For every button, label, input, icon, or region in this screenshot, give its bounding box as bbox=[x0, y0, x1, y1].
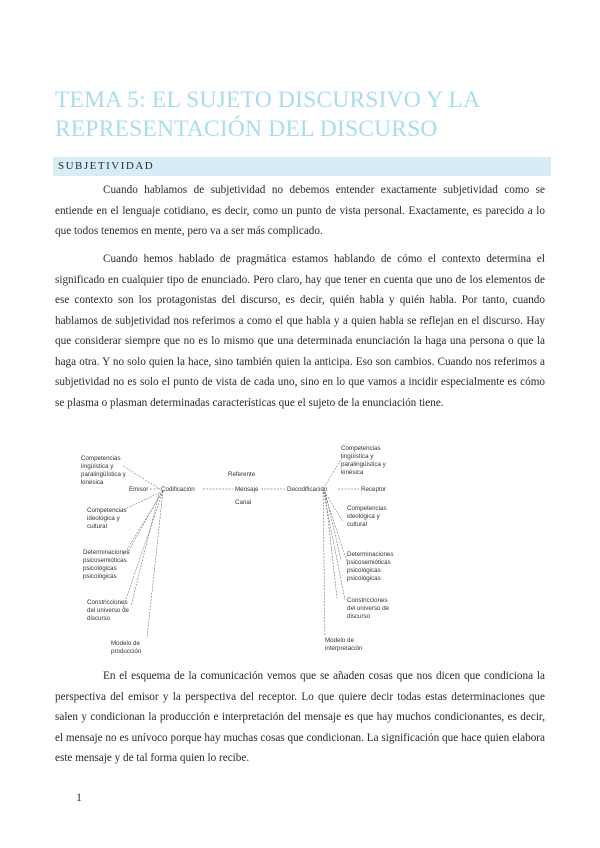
title-line-1: TEMA 5: EL SUJETO DISCURSIVO Y LA bbox=[55, 87, 481, 113]
diagram-mensaje: Mensaje bbox=[235, 486, 259, 493]
diagram-decodificacion: Decodificación bbox=[287, 486, 328, 493]
right-label: Competencias lingüística y paralingüística y kinésica bbox=[341, 445, 386, 476]
diagram-emisor: Emisor bbox=[129, 486, 149, 493]
left-label: Competencias lingüística y paralingüística y kinésica bbox=[81, 455, 126, 486]
paragraph-1: Cuando hablamos de subjetividad no debemos entender exactamente subjetividad como se entiende en el lenguaje cotidiano, es decir, como un punto de vista personal. Exactamente, es parecido a lo que todos tenemos en mente, pero va a ser más complicado. bbox=[55, 184, 545, 237]
right-label: Determinaciones psicosemióticas psicológicas psicológicas bbox=[347, 551, 394, 582]
left-label: Constricciones del universo de discurso bbox=[87, 599, 129, 622]
left-label: Modelo de producción bbox=[111, 640, 142, 655]
paragraph-3: En el esquema de la comunicación vemos que se añaden cosas que nos dicen que condiciona la perspectiva del emisor y la perspectiva del receptor. Lo que quiere decir todas estas determinaciones que salen y condicionan la producción e interpretación del mensaje es que hay muchos condicionantes, es decir, el mensaje no es unívoco porque hay muchas cosas que condicionan. La significación que hace quien elabora este mensaje y de tal forma quien lo recibe. bbox=[55, 670, 545, 764]
left-label: Competencias ideológica y cultural bbox=[87, 507, 127, 530]
diagram-right-labels bbox=[325, 445, 393, 652]
diagram-right-connectors bbox=[323, 456, 347, 636]
diagram-left-labels bbox=[81, 455, 142, 655]
diagram-canal: Canal bbox=[235, 499, 252, 506]
left-label: Determinaciones psicosemióticas psicológicas psicológicas bbox=[83, 549, 130, 580]
diagram-codificacion: Codificación bbox=[161, 486, 195, 493]
section-header bbox=[53, 157, 551, 176]
diagram-referente: Referente bbox=[228, 471, 256, 478]
title-line-2: REPRESENTACIÓN DEL DISCURSO bbox=[55, 116, 438, 142]
communication-diagram bbox=[75, 438, 525, 660]
page-number: 1 bbox=[76, 790, 82, 804]
right-label: Constricciones del universo de discurso bbox=[347, 597, 389, 620]
section-label: SUBJETIVIDAD bbox=[58, 160, 155, 172]
paragraph-2: Cuando hemos hablado de pragmática estamos hablando de cómo el contexto determina el significado en cualquier tipo de enunciado. Pero claro, hay que tener en cuenta que uno de los elementos de ese contexto son los protagonistas del discurso, es decir, quién habla y quién habla. Por tanto, cuando hablamos de subjetividad nos referimos a como el que habla y a quien habla se reflejan en el discurso. Hay que considerar siempre que no es lo mismo que una determinada enunciación la haga una persona o que la haga otra. Y no solo quien la hace, sino también quien la anticipa. Eso son cambios. Cuando nos referimos a subjetividad no es solo el punto de vista de cada uno, sino en lo que vamos a incidir especialmente es cómo se plasma o plasman determinadas características que el sujeto de la enunciación tiene. bbox=[55, 253, 545, 409]
right-label: Modelo de interpretación bbox=[325, 637, 363, 652]
right-label: Competencias ideológica y cultural bbox=[347, 505, 387, 528]
page-title bbox=[55, 86, 555, 144]
diagram-receptor: Receptor bbox=[361, 486, 387, 493]
